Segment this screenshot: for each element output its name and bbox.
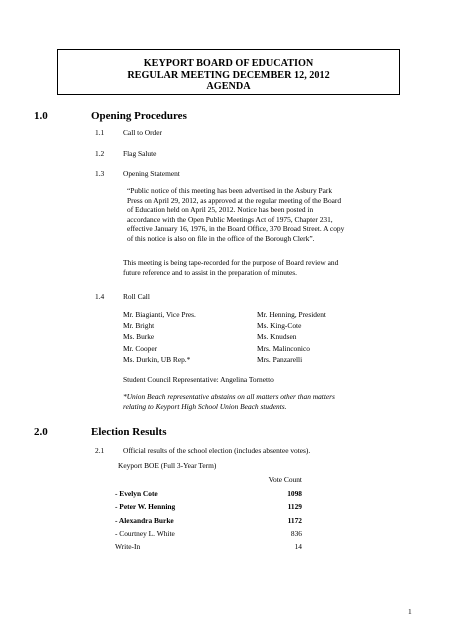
statement-line: of this notice is also on file in the office of the Borough Clerk”. bbox=[127, 233, 315, 243]
item-label: Roll Call bbox=[123, 292, 150, 301]
member-name: Ms. Durkin, UB Rep.* bbox=[123, 354, 191, 364]
member-name: Mrs. Panzarelli bbox=[257, 354, 303, 364]
table-row bbox=[115, 542, 302, 553]
member-name: Mr. Biagianti, Vice Pres. bbox=[123, 310, 196, 319]
taping-notice bbox=[123, 258, 413, 277]
item-label: Opening Statement bbox=[123, 169, 180, 178]
statement-line: of Education held on April 25, 2012. Notice has been posted in bbox=[127, 205, 314, 215]
member-name: Mrs. Malinconico bbox=[257, 343, 310, 353]
student-representative: Student Council Representative: Angelina Tornetto bbox=[123, 375, 274, 384]
roll-call-column-left bbox=[123, 309, 196, 365]
table-row bbox=[115, 529, 302, 540]
race-title: Keyport BOE (Full 3-Year Term) bbox=[118, 461, 217, 470]
title-box bbox=[57, 49, 400, 95]
table-row bbox=[115, 489, 302, 500]
agenda-item bbox=[95, 128, 162, 137]
taping-line: future reference and to assist in the preparation of minutes. bbox=[123, 267, 298, 277]
agenda-item bbox=[95, 149, 156, 158]
agenda-item bbox=[95, 292, 150, 301]
item-number: 1.4 bbox=[95, 292, 105, 301]
candidate-votes: 1098 bbox=[287, 489, 302, 498]
table-row bbox=[115, 516, 302, 527]
candidate-name: Write-In bbox=[115, 542, 141, 551]
item-number: 2.1 bbox=[95, 446, 105, 455]
union-beach-note bbox=[123, 392, 413, 411]
section-number: 2.0 bbox=[34, 426, 48, 438]
table-row bbox=[115, 502, 302, 513]
agenda-item bbox=[95, 446, 310, 455]
item-label: Flag Salute bbox=[123, 149, 157, 158]
vote-count-header: Vote Count bbox=[268, 475, 302, 484]
item-number: 1.1 bbox=[95, 128, 105, 137]
table-header-row bbox=[115, 475, 302, 486]
section-title: Opening Procedures bbox=[91, 110, 187, 122]
member-name: Ms. Burke bbox=[123, 332, 155, 342]
section-heading-election bbox=[34, 426, 166, 438]
member-name: Mr. Bright bbox=[123, 321, 155, 331]
section-number: 1.0 bbox=[34, 110, 48, 122]
candidate-votes: 1129 bbox=[287, 502, 302, 511]
member-name: Mr. Henning, President bbox=[257, 310, 326, 319]
statement-line: Press on April 29, 2012, as approved at the regular meeting of the Board bbox=[127, 195, 342, 205]
board-name: KEYPORT BOARD OF EDUCATION bbox=[143, 58, 314, 69]
candidate-name: - Courtney L. White bbox=[115, 529, 175, 538]
agenda-item bbox=[95, 169, 180, 178]
note-line: relating to Keyport High School Union Beach students. bbox=[123, 401, 287, 411]
public-notice-statement bbox=[123, 186, 413, 244]
candidate-name: - Peter W. Henning bbox=[115, 502, 176, 511]
candidate-name: - Evelyn Cote bbox=[115, 489, 158, 498]
meeting-title: REGULAR MEETING DECEMBER 12, 2012 bbox=[127, 69, 330, 81]
member-name: Ms. King-Cote bbox=[257, 321, 302, 331]
page-number: 1 bbox=[408, 607, 412, 616]
candidate-votes: 1172 bbox=[287, 516, 302, 525]
item-label: Call to Order bbox=[123, 128, 162, 137]
note-line: *Union Beach representative abstains on all matters other than matters bbox=[123, 392, 335, 401]
statement-line: effective January 16, 1976, in the Board Office, 370 Broad Street. A copy bbox=[127, 224, 345, 234]
taping-line: This meeting is being tape-recorded for the purpose of Board review and bbox=[123, 258, 339, 267]
candidate-name: - Alexandra Burke bbox=[115, 516, 174, 525]
candidate-votes: 836 bbox=[290, 529, 302, 538]
section-title: Election Results bbox=[91, 426, 167, 438]
member-name: Mr. Cooper bbox=[123, 343, 158, 353]
item-number: 1.3 bbox=[95, 169, 105, 178]
member-name: Ms. Knudsen bbox=[257, 332, 297, 342]
statement-line: “Public notice of this meeting has been advertised in the Asbury Park bbox=[127, 186, 333, 195]
agenda-heading: AGENDA bbox=[206, 81, 251, 92]
roll-call-column-right bbox=[257, 309, 326, 365]
candidate-votes: 14 bbox=[294, 542, 302, 551]
section-heading-opening bbox=[34, 110, 187, 122]
item-label: Official results of the school election (includes absentee votes). bbox=[123, 446, 311, 455]
statement-line: accordance with the Open Public Meetings Act of 1975, Chapter 231, bbox=[127, 214, 333, 224]
item-number: 1.2 bbox=[95, 149, 105, 158]
